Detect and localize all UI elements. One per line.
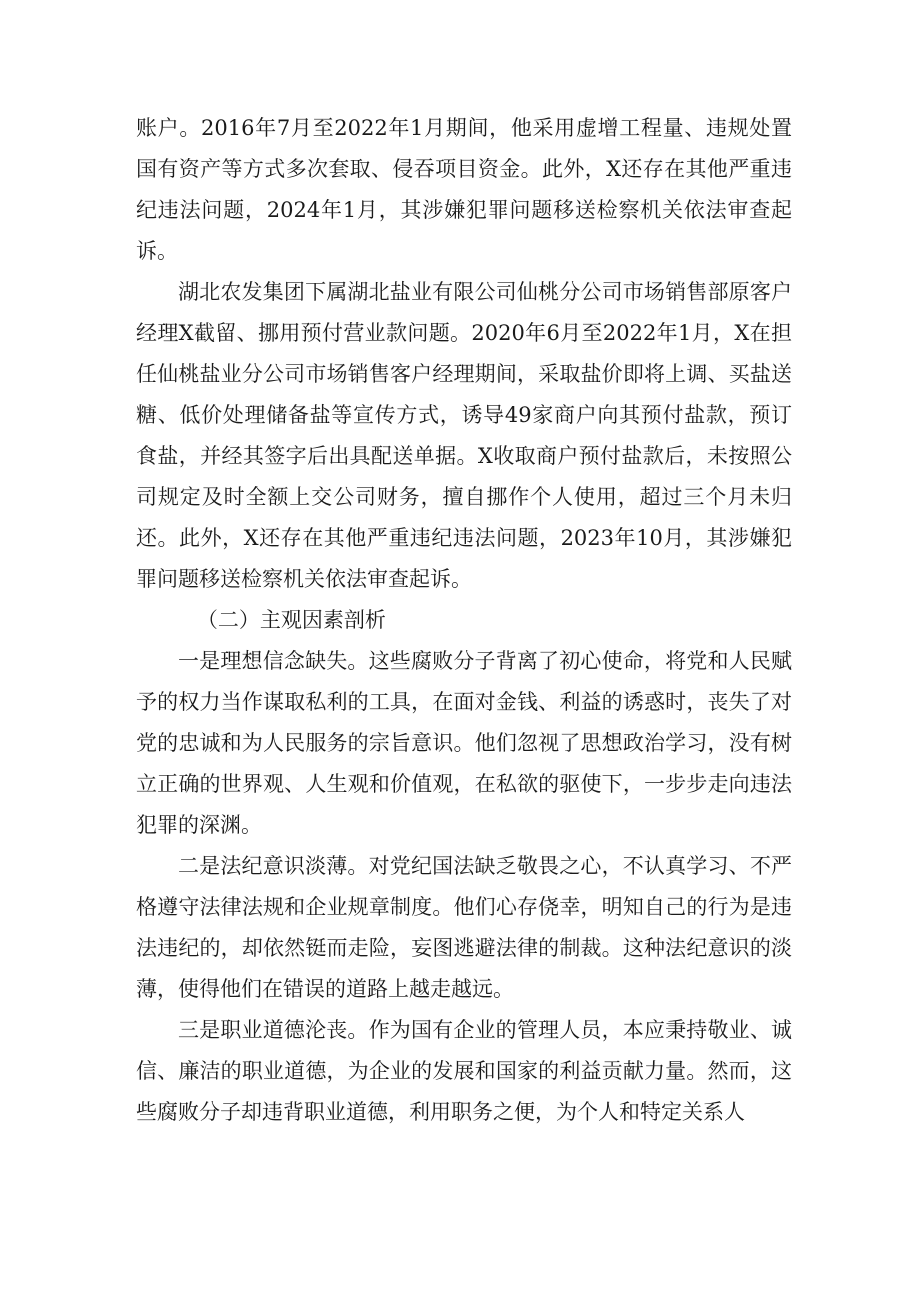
paragraph-salt-company-case: 湖北农发集团下属湖北盐业有限公司仙桃分公司市场销售部原客户经理X截留、挪用预付营业款问题。2020年6月至2022年1月，X在担任仙桃盐业分公司市场销售客户经理期间，采取盐价即将上调、买盐送糖、低价处理储备盐等宣传方式，诱导49家商户向其预付盐款，预订食盐，并经其签字后出具配送单据。X收取商户预付盐款后，未按照公司规定及时全额上交公司财务，擅自挪作个人使用，超过三个月未归还。此外，X还存在其他严重违纪违法问题，2023年10月，其涉嫌犯罪问题移送检察机关依法审查起诉。: [136, 280, 792, 591]
paragraph-legal-awareness: 二是法纪意识淡薄。对党纪国法缺乏敬畏之心，不认真学习、不严格遵守法律法规和企业规章制度。他们心存侥幸，明知自己的行为是违法违纪的，却依然铤而走险，妄图逃避法律的制裁。这种法纪意识的淡薄，使得他们在错误的道路上越走越远。: [136, 854, 792, 1001]
paragraph-professional-ethics: 三是职业道德沦丧。作为国有企业的管理人员，本应秉持敬业、诚信、廉洁的职业道德，为企业的发展和国家的利益贡献力量。然而，这些腐败分子却违背职业道德，利用职务之便，为个人和特定关系人: [136, 1018, 792, 1124]
paragraph-continued-case: 账户。2016年7月至2022年1月期间，他采用虚增工程量、违规处置国有资产等方式多次套取、侵吞项目资金。此外，X还存在其他严重违纪违法问题，2024年1月，其涉嫌犯罪问题移送检察机关依法审查起诉。: [136, 116, 792, 263]
document-body: [136, 108, 792, 1133]
section-heading-subjective-factors: （二）主观因素剖析: [196, 608, 386, 632]
paragraph-ideals-beliefs: 一是理想信念缺失。这些腐败分子背离了初心使命，将党和人民赋予的权力当作谋取私利的工具，在面对金钱、利益的诱惑时，丧失了对党的忠诚和为人民服务的宗旨意识。他们忽视了思想政治学习，没有树立正确的世界观、人生观和价值观，在私欲的驱使下，一步步走向违法犯罪的深渊。: [136, 649, 792, 837]
